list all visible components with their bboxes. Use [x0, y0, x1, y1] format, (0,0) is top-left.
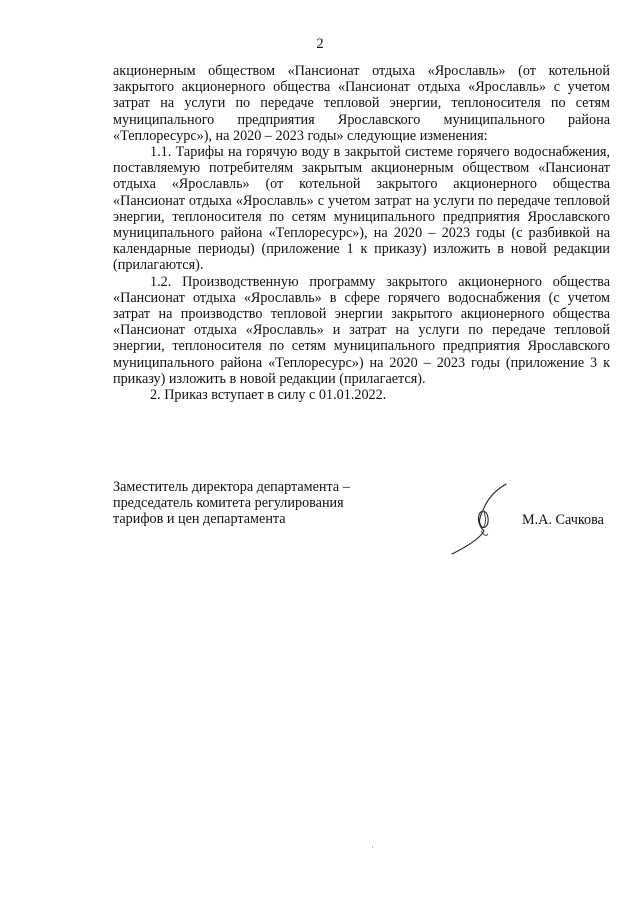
handwritten-signature: [448, 482, 518, 558]
page-number: 2: [316, 36, 324, 52]
document-body: [113, 63, 610, 403]
paragraph-1-2: 1.2. Производственную программу закрытого акционерного общества «Пансионат отдыха «Ярославль» в сфере горячего водоснабжения (с учетом затрат на производство тепловой энергии закрытого акционерного общества «Пансионат отдыха «Ярославль» и затрат на услуги по передаче тепловой энергии, теплоносителя по сетям муниципального предприятия Ярославского муниципального района «Теплоресурс») на 2020 – 2023 годы (приложение 3 к приказу) изложить в новой редакции (прилагается).: [113, 273, 610, 387]
scan-speck: [372, 846, 373, 848]
signer-position-line-2: председатель комитета регулирования: [113, 495, 344, 512]
paragraph-intro-continuation: акционерным обществом «Пансионат отдыха «Ярославль» (от котельной закрытого акционерного общества «Пансионат отдыха «Ярославль» с учетом затрат на услуги по передаче тепловой энергии, теплоносителя по сетям муниципального предприятия Ярославского муниципального района «Теплоресурс»), на 2020 – 2023 годы» следующие изменения:: [113, 63, 610, 144]
signer-name: М.А. Сачкова: [522, 512, 604, 528]
paragraph-2: 2. Приказ вступает в силу с 01.01.2022.: [150, 387, 387, 404]
signer-position-line-1: Заместитель директора департамента –: [113, 479, 350, 495]
signer-position-line-3: тарифов и цен департамента: [113, 511, 286, 528]
paragraph-1-1: 1.1. Тарифы на горячую воду в закрытой системе горячего водоснабжения, поставляемую потребителям закрытым акционерным обществом «Пансионат отдыха «Ярославль» (от котельной закрытого акционерного общества «Пансионат отдыха «Ярославль» с учетом затрат на услуги по передаче тепловой энергии, теплоносителя по сетям муниципального предприятия Ярославского муниципального района «Теплоресурс»), на 2020 – 2023 годы (с разбивкой на календарные периоды) (приложение 1 к приказу) изложить в новой редакции (прилагаются).: [113, 144, 610, 274]
